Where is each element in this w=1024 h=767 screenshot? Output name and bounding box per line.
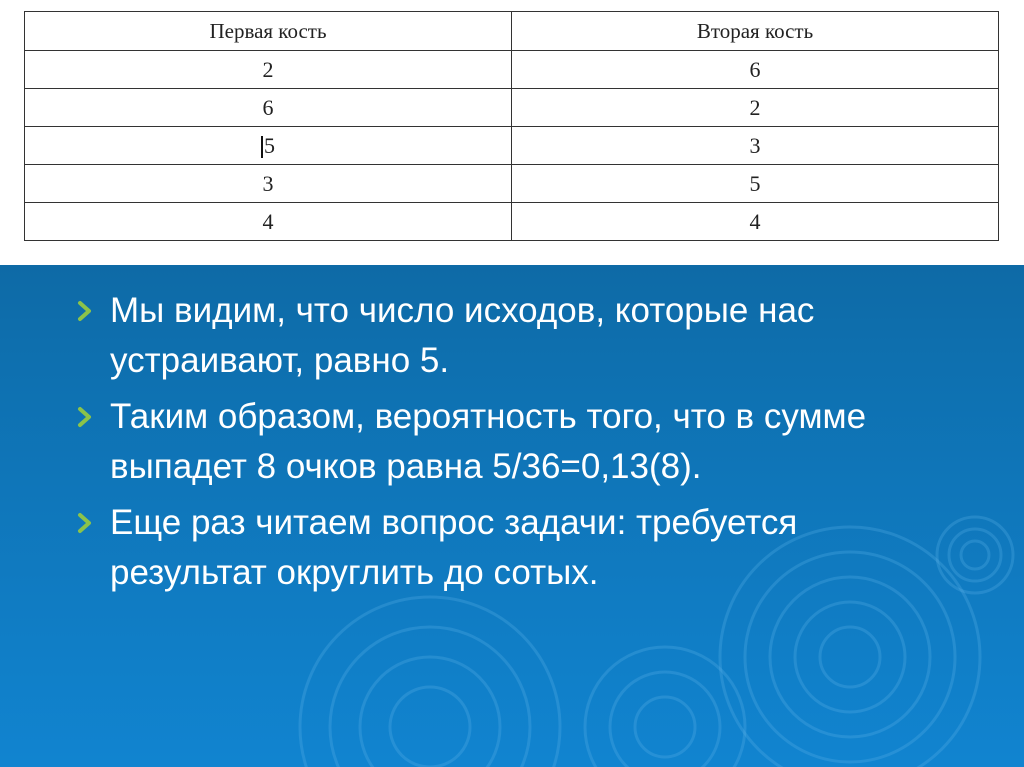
bullet-text: Таким образом, вероятность того, что в сумме выпадет 8 очков равна 5/36=0,13(8).	[110, 397, 867, 486]
dice-table	[24, 11, 999, 241]
second-die-value: 5	[512, 165, 999, 203]
bullet-item	[70, 286, 950, 386]
table-row	[25, 203, 999, 241]
first-die-value: 2	[25, 51, 512, 89]
first-die-value: 3	[25, 165, 512, 203]
second-die-value: 3	[512, 127, 999, 165]
table-header-row	[25, 12, 999, 51]
first-die-value: 6	[25, 89, 512, 127]
table-panel	[0, 0, 1024, 265]
second-die-value: 2	[512, 89, 999, 127]
bullet-text: Мы видим, что число исходов, которые нас устраивают, равно 5.	[110, 291, 815, 380]
arrow-right-icon	[74, 300, 96, 322]
first-die-value: 5	[264, 132, 275, 158]
header-first-die: Первая кость	[25, 12, 512, 51]
second-die-value: 4	[512, 203, 999, 241]
second-die-value: 6	[512, 51, 999, 89]
table-row	[25, 89, 999, 127]
text-cursor	[261, 136, 263, 158]
bullet-text: Еще раз читаем вопрос задачи: требуется результат округлить до сотых.	[110, 503, 798, 592]
arrow-right-icon	[74, 512, 96, 534]
arrow-right-icon	[74, 406, 96, 428]
first-die-value: 4	[25, 203, 512, 241]
header-second-die: Вторая кость	[512, 12, 999, 51]
bullet-item	[70, 498, 950, 598]
table-row	[25, 127, 999, 165]
bullet-item	[70, 392, 950, 492]
first-die-cell-with-cursor	[25, 127, 512, 165]
table-row	[25, 165, 999, 203]
table-row	[25, 51, 999, 89]
bullet-list	[70, 286, 950, 604]
